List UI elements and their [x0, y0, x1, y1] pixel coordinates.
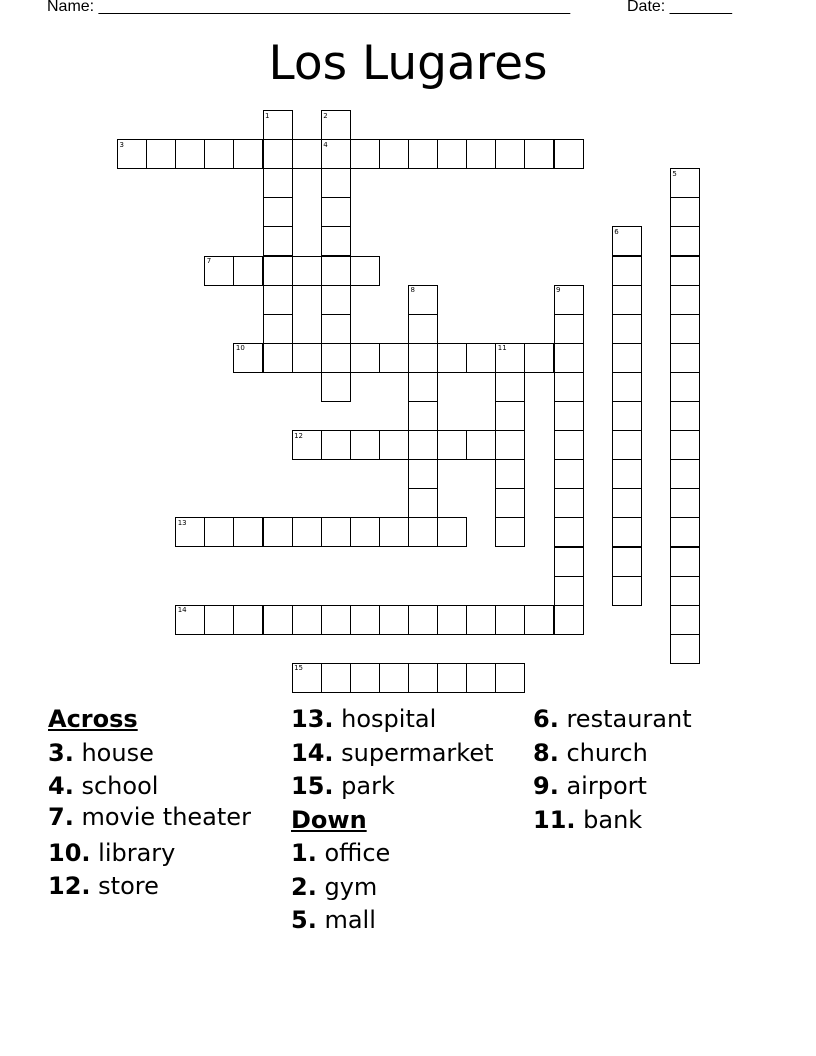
grid-cell[interactable] [612, 401, 642, 431]
grid-cell[interactable] [408, 663, 438, 693]
grid-cell[interactable] [350, 256, 380, 286]
grid-cell[interactable] [612, 314, 642, 344]
grid-cell[interactable] [612, 343, 642, 373]
grid-cell[interactable] [263, 517, 293, 547]
grid-cell[interactable] [350, 343, 380, 373]
grid-cell[interactable] [612, 430, 642, 460]
grid-cell[interactable] [437, 663, 467, 693]
grid-cell[interactable] [554, 372, 584, 402]
grid-cell[interactable] [408, 343, 438, 373]
grid-cell[interactable] [670, 285, 700, 315]
clue-across-15: 15. park [291, 772, 395, 800]
grid-cell[interactable] [263, 285, 293, 315]
clue-number: 15 [294, 664, 304, 673]
grid-cell[interactable] [495, 430, 525, 460]
grid-cell[interactable] [263, 256, 293, 286]
clue-number: 9 [556, 286, 561, 295]
grid-cell[interactable] [466, 605, 496, 635]
grid-cell[interactable] [612, 459, 642, 489]
grid-cell[interactable] [408, 401, 438, 431]
grid-cell[interactable] [379, 663, 409, 693]
clue-number: 10 [235, 344, 245, 353]
grid-cell[interactable] [321, 285, 351, 315]
grid-cell[interactable] [263, 314, 293, 344]
grid-cell[interactable] [554, 517, 584, 547]
grid-cell[interactable] [321, 372, 351, 402]
clue-number: 12 [294, 431, 304, 440]
clue-number: 2 [323, 111, 328, 120]
clues-column-3 [533, 703, 773, 837]
grid-cell[interactable] [292, 139, 322, 169]
grid-cell[interactable] [554, 459, 584, 489]
date-line: Date: _______ [627, 0, 732, 15]
grid-cell[interactable] [437, 139, 467, 169]
grid-cell[interactable] [670, 488, 700, 518]
clue-across-14: 14. supermarket [291, 738, 494, 767]
grid-cell[interactable] [204, 517, 234, 547]
grid-cell[interactable] [204, 139, 234, 169]
grid-cell[interactable] [670, 401, 700, 431]
clue-number: 6 [614, 227, 619, 236]
grid-cell[interactable] [263, 343, 293, 373]
down-heading: Down [291, 805, 367, 834]
clue-number: 4 [323, 140, 328, 149]
grid-cell[interactable] [612, 372, 642, 402]
grid-cell[interactable] [233, 256, 263, 286]
grid-cell[interactable] [670, 576, 700, 606]
clue-down-2: 2. gym [291, 872, 378, 901]
grid-cell[interactable] [670, 430, 700, 460]
grid-cell[interactable] [233, 517, 263, 547]
grid-cell[interactable] [292, 256, 322, 286]
grid-cell[interactable] [263, 139, 293, 169]
grid-cell[interactable] [524, 139, 554, 169]
grid-cell[interactable] [670, 226, 700, 256]
grid-cell[interactable] [670, 343, 700, 373]
grid-cell[interactable] [350, 430, 380, 460]
grid-cell[interactable] [350, 605, 380, 635]
grid-cell[interactable] [292, 343, 322, 373]
grid-cell[interactable] [670, 372, 700, 402]
clue-across-13: 13. hospital [291, 705, 437, 733]
grid-cell[interactable] [175, 139, 205, 169]
clue-across-12: 12. store [48, 872, 159, 900]
clue-down-1: 1. office [291, 839, 391, 867]
grid-cell[interactable] [495, 139, 525, 169]
grid-cell[interactable] [263, 605, 293, 635]
grid-cell[interactable] [350, 663, 380, 693]
grid-cell[interactable] [437, 605, 467, 635]
name-line: Name: _____________________________________________________ [47, 0, 571, 15]
grid-cell[interactable] [379, 343, 409, 373]
grid-cell[interactable] [321, 197, 351, 227]
grid-cell[interactable] [612, 547, 642, 577]
grid-cell[interactable] [466, 139, 496, 169]
clue-number: 1 [265, 111, 270, 120]
grid-cell[interactable] [495, 517, 525, 547]
grid-cell[interactable] [437, 343, 467, 373]
clue-down-8: 8. church [533, 738, 648, 767]
grid-cell[interactable] [495, 401, 525, 431]
grid-cell[interactable] [670, 634, 700, 664]
clue-number: 5 [672, 169, 677, 178]
clue-number: 3 [119, 140, 124, 149]
clue-number: 8 [410, 286, 415, 295]
clues-column-2 [291, 703, 531, 938]
grid-cell[interactable] [495, 663, 525, 693]
grid-cell[interactable] [670, 459, 700, 489]
grid-cell[interactable] [554, 547, 584, 577]
grid-cell[interactable] [524, 605, 554, 635]
grid-cell[interactable] [204, 605, 234, 635]
grid-cell[interactable] [408, 605, 438, 635]
clue-down-9: 9. airport [533, 772, 647, 800]
clue-across-7: 7. movie theater [48, 802, 251, 831]
clue-down-11: 11. bank [533, 805, 643, 834]
grid-cell[interactable] [321, 430, 351, 460]
grid-cell[interactable] [670, 197, 700, 227]
grid-cell[interactable] [321, 256, 351, 286]
grid-cell[interactable] [612, 285, 642, 315]
grid-cell[interactable] [379, 430, 409, 460]
clue-number: 7 [206, 257, 212, 265]
grid-cell[interactable] [321, 517, 351, 547]
grid-cell[interactable] [321, 168, 351, 198]
clue-down-6: 6. restaurant [533, 705, 692, 733]
grid-cell[interactable] [408, 459, 438, 489]
grid-cell[interactable] [321, 605, 351, 635]
clue-across-4: 4. school [48, 772, 159, 800]
grid-cell[interactable] [263, 226, 293, 256]
grid-cell[interactable] [554, 488, 584, 518]
grid-cell[interactable] [670, 605, 700, 635]
grid-cell[interactable] [670, 517, 700, 547]
across-heading: Across [48, 705, 138, 733]
grid-cell[interactable] [292, 517, 322, 547]
grid-cell[interactable] [437, 430, 467, 460]
grid-cell[interactable] [466, 430, 496, 460]
grid-cell[interactable] [321, 663, 351, 693]
grid-cell[interactable] [554, 139, 584, 169]
clue-down-5: 5. mall [291, 906, 376, 934]
grid-cell[interactable] [670, 256, 700, 286]
puzzle-title: Los Lugares [268, 36, 548, 91]
clue-number: 13 [177, 518, 187, 527]
grid-cell[interactable] [437, 517, 467, 547]
clue-across-10: 10. library [48, 838, 176, 867]
grid-cell[interactable] [408, 139, 438, 169]
grid-cell[interactable] [524, 343, 554, 373]
clue-number: 14 [177, 606, 187, 615]
grid-cell[interactable] [495, 459, 525, 489]
grid-cell[interactable] [321, 343, 351, 373]
grid-cell[interactable] [554, 401, 584, 431]
grid-cell[interactable] [408, 372, 438, 402]
grid-cell[interactable] [466, 343, 496, 373]
grid-cell[interactable] [379, 139, 409, 169]
clues-column-1 [48, 703, 258, 904]
grid-cell[interactable] [612, 517, 642, 547]
grid-cell[interactable] [495, 605, 525, 635]
grid-cell[interactable] [466, 663, 496, 693]
grid-cell[interactable] [233, 139, 263, 169]
clue-number: 11 [497, 344, 507, 353]
grid-cell[interactable] [408, 430, 438, 460]
grid-cell[interactable] [554, 576, 584, 606]
grid-cell[interactable] [612, 256, 642, 286]
grid-cell[interactable] [495, 488, 525, 518]
grid-cell[interactable] [233, 605, 263, 635]
grid-cell[interactable] [495, 372, 525, 402]
grid-cell[interactable] [408, 517, 438, 547]
grid-cell[interactable] [554, 430, 584, 460]
grid-cell[interactable] [670, 547, 700, 577]
grid-cell[interactable] [612, 488, 642, 518]
grid-cell[interactable] [554, 605, 584, 635]
grid-cell[interactable] [263, 197, 293, 227]
grid-cell[interactable] [350, 139, 380, 169]
grid-cell[interactable] [408, 314, 438, 344]
grid-cell[interactable] [321, 314, 351, 344]
grid-cell[interactable] [292, 605, 322, 635]
grid-cell[interactable] [379, 517, 409, 547]
grid-cell[interactable] [670, 314, 700, 344]
grid-cell[interactable] [379, 605, 409, 635]
clue-across-3: 3. house [48, 738, 154, 767]
grid-cell[interactable] [350, 517, 380, 547]
grid-cell[interactable] [554, 343, 584, 373]
grid-cell[interactable] [612, 576, 642, 606]
grid-cell[interactable] [146, 139, 176, 169]
grid-cell[interactable] [263, 168, 293, 198]
grid-cell[interactable] [408, 488, 438, 518]
grid-cell[interactable] [554, 314, 584, 344]
grid-cell[interactable] [321, 226, 351, 256]
